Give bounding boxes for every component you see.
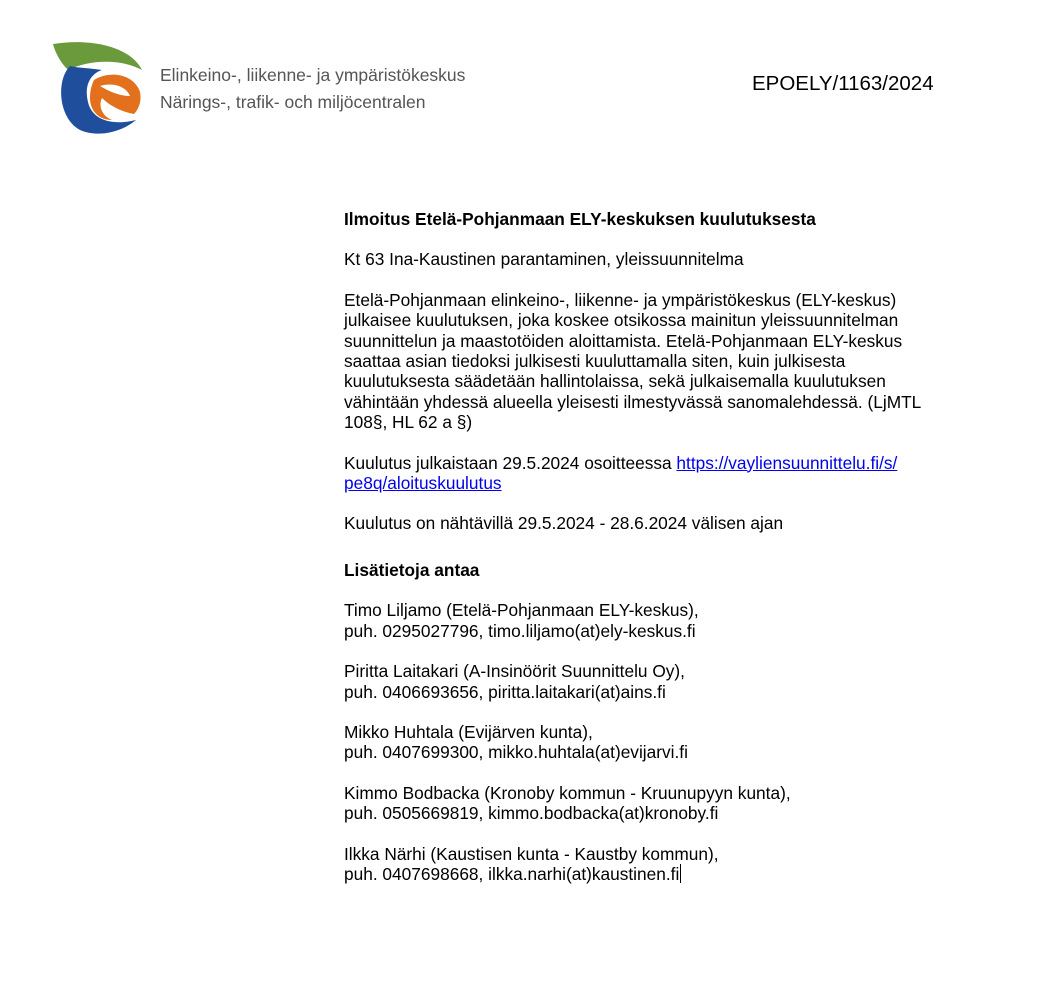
document-id: EPOELY/1163/2024 (752, 72, 934, 95)
org-name-swedish: Närings-, trafik- och miljöcentralen (160, 92, 426, 112)
organization-names (160, 62, 465, 116)
publish-paragraph (344, 453, 1004, 494)
notice-title: Ilmoitus Etelä-Pohjanmaan ELY-keskuksen kuulutuksesta (344, 209, 816, 229)
publish-text: Kuulutus julkaistaan 29.5.2024 osoitteessa (344, 452, 677, 473)
contact-list (344, 600, 1004, 884)
contact-item (344, 722, 1004, 763)
contact-details: puh. 0407699300, mikko.huhtala(at)evijarvi.fi (344, 742, 688, 763)
availability-text: Kuulutus on nähtävillä 29.5.2024 - 28.6.2024 välisen ajan (344, 513, 784, 534)
notice-content (344, 209, 1004, 884)
contact-details: puh. 0406693656, piritta.laitakari(at)ains.fi (344, 681, 666, 702)
notice-body: Etelä-Pohjanmaan elinkeino-, liikenne- ja ympäristökeskus (ELY-keskus) julkaisee kuulutuksen, joka koskee otsikossa mainitun yleissuunnitelman suunnittelun ja maastotöiden aloittamista. Etelä-Pohjanmaan ELY-keskus saattaa asian tiedoksi julkisesti kuuluttamalla siten, kuin julkisesta kuulutuksesta säädetään hallintolaissa, sekä julkaisemalla kuulutuksen vähintään yhdessä alueella yleisesti ilmestyvässä sanomalehdessä. (LjMTL 108§, HL 62 a §) (344, 289, 921, 433)
ely-logo-graphic (50, 40, 145, 136)
publish-link-line2: pe8q/aloituskuulutus (344, 473, 502, 494)
org-name-finnish: Elinkeino-, liikenne- ja ympäristökeskus (160, 65, 466, 85)
contact-name: Mikko Huhtala (Evijärven kunta), (344, 721, 593, 742)
contact-item (344, 661, 1004, 702)
contact-details: puh. 0505669819, kimmo.bodbacka(at)kronoby.fi (344, 803, 719, 824)
contact-item (344, 844, 1004, 885)
contact-name: Piritta Laitakari (A-Insinöörit Suunnittelu Oy), (344, 661, 685, 682)
contacts-heading: Lisätietoja antaa (344, 559, 480, 580)
contact-name: Kimmo Bodbacka (Kronoby kommun - Kruunupyyn kunta), (344, 782, 791, 803)
notice-subject: Kt 63 Ina-Kaustinen parantaminen, yleissuunnitelma (344, 249, 744, 270)
logo-orange-shape (90, 75, 141, 120)
contact-details: puh. 0407698668, ilkka.narhi(at)kaustinen.fi (344, 863, 680, 884)
text-caret (680, 864, 681, 883)
contact-name: Ilkka Närhi (Kaustisen kunta - Kaustby kommun), (344, 843, 719, 864)
logo-green-shape (53, 42, 142, 70)
contact-name: Timo Liljamo (Etelä-Pohjanmaan ELY-keskus), (344, 600, 699, 621)
contact-item (344, 600, 1004, 641)
contact-item (344, 783, 1004, 824)
publish-link-line1: https://vayliensuunnittelu.fi/s/ (676, 452, 898, 473)
ely-logo (50, 40, 145, 136)
contact-details: puh. 0295027796, timo.liljamo(at)ely-keskus.fi (344, 620, 696, 641)
